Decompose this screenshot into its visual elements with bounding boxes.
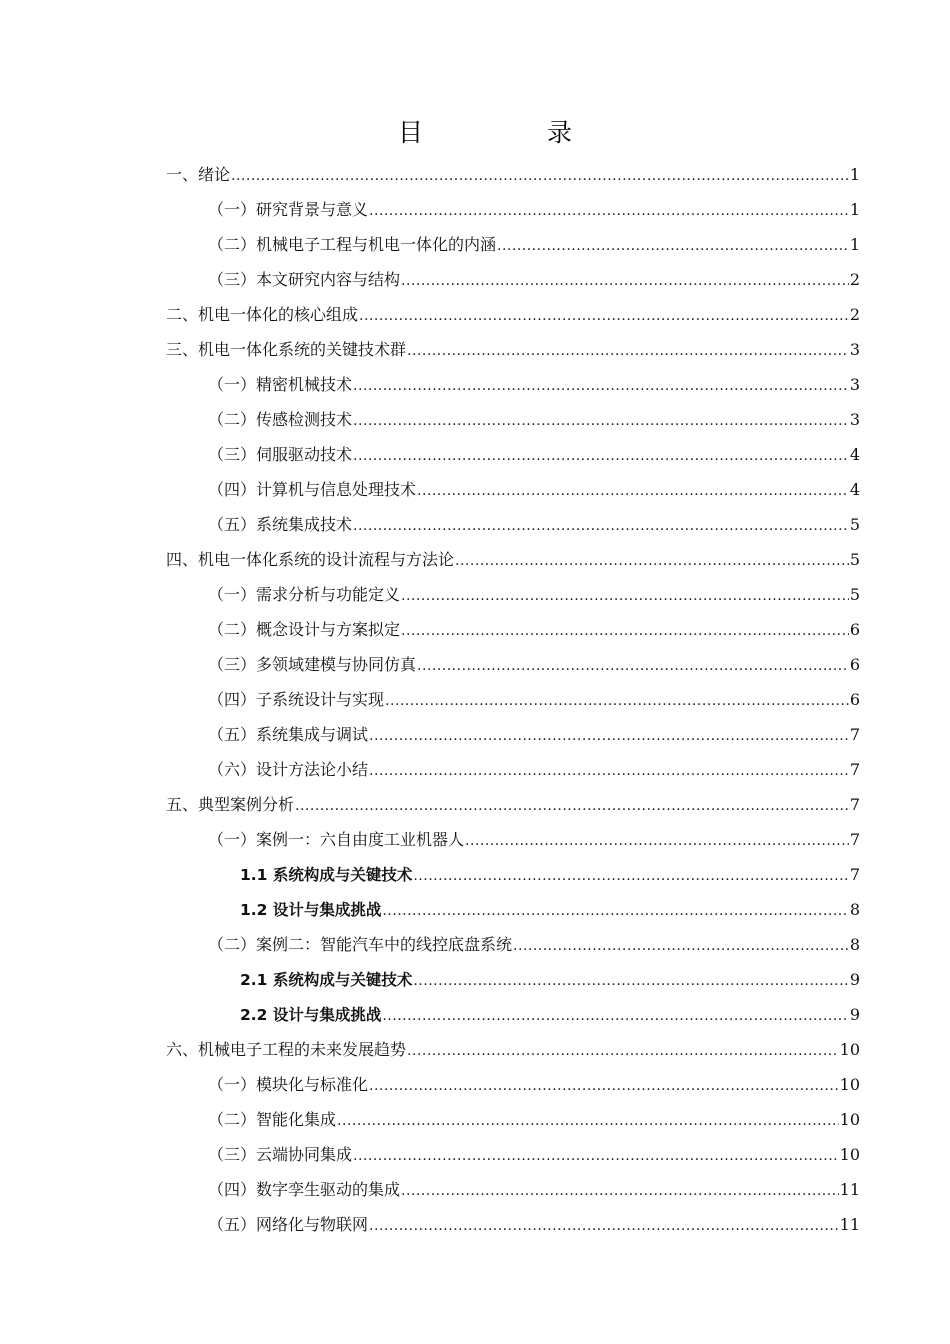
toc-entry[interactable] <box>166 157 860 192</box>
toc-dot-leader <box>369 719 849 754</box>
toc-page-number: 3 <box>849 340 860 359</box>
toc-entry[interactable] <box>166 262 860 297</box>
toc-page-number: 6 <box>849 690 860 709</box>
toc-dot-leader <box>369 1069 839 1104</box>
toc-entry[interactable] <box>166 192 860 227</box>
toc-page-number: 7 <box>849 865 860 884</box>
toc-page-number: 4 <box>849 445 860 464</box>
toc-entry-label: （一）模块化与标准化 <box>208 1075 369 1094</box>
toc-entry-label: （二）机械电子工程与机电一体化的内涵 <box>208 235 497 254</box>
toc-dot-leader <box>401 614 849 649</box>
toc-entry[interactable] <box>166 647 860 682</box>
toc-page-number: 1 <box>849 235 860 254</box>
toc-dot-leader <box>385 684 849 719</box>
toc-page-number: 2 <box>849 305 860 324</box>
toc-page-number: 8 <box>849 935 860 954</box>
toc-entry[interactable] <box>166 542 860 577</box>
toc-entry[interactable] <box>166 857 860 892</box>
toc-dot-leader <box>359 299 849 334</box>
toc-entry[interactable] <box>166 787 860 822</box>
toc-entry-label: 1.1 系统构成与关键技术 <box>240 866 413 884</box>
toc-entry-label: （二）案例二：智能汽车中的线控底盘系统 <box>208 935 513 954</box>
toc-entry[interactable] <box>166 507 860 542</box>
toc-page-number: 7 <box>849 795 860 814</box>
toc-entry-label: （三）多领域建模与协同仿真 <box>208 655 417 674</box>
toc-entry[interactable] <box>166 1172 860 1207</box>
toc-page-number: 7 <box>849 760 860 779</box>
toc-entry[interactable] <box>166 367 860 402</box>
toc-entry-label: （四）子系统设计与实现 <box>208 690 385 709</box>
toc-page-number: 10 <box>839 1110 860 1129</box>
toc-entry[interactable] <box>166 577 860 612</box>
toc-entry[interactable] <box>166 612 860 647</box>
toc-entry[interactable] <box>166 1032 860 1067</box>
toc-page-number: 5 <box>849 585 860 604</box>
toc-entry-label: （一）精密机械技术 <box>208 375 353 394</box>
toc-dot-leader <box>513 929 849 964</box>
toc-dot-leader <box>353 439 849 474</box>
toc-entry[interactable] <box>166 1137 860 1172</box>
toc-dot-leader <box>353 509 849 544</box>
toc-entry-label: （三）云端协同集成 <box>208 1145 353 1164</box>
toc-dot-leader <box>295 789 849 824</box>
toc-dot-leader <box>382 999 848 1034</box>
toc-entry-label: （一）研究背景与意义 <box>208 200 369 219</box>
toc-dot-leader <box>497 229 849 264</box>
toc-entry-label: 四、机电一体化系统的设计流程与方法论 <box>166 550 455 569</box>
toc-entry[interactable] <box>166 1102 860 1137</box>
toc-page-number: 4 <box>849 480 860 499</box>
toc-page-number: 1 <box>849 200 860 219</box>
toc-page-number: 10 <box>839 1075 860 1094</box>
toc-entry-label: 2.2 设计与集成挑战 <box>240 1006 382 1024</box>
toc-entry-label: （五）系统集成技术 <box>208 515 353 534</box>
toc-entry[interactable] <box>166 297 860 332</box>
toc-dot-leader <box>369 754 849 789</box>
toc-entry-label: 2.1 系统构成与关键技术 <box>240 971 413 989</box>
toc-dot-leader <box>401 1174 839 1209</box>
toc-dot-leader <box>455 544 849 579</box>
toc-entry-label: （一）需求分析与功能定义 <box>208 585 401 604</box>
toc-entry-label: 1.2 设计与集成挑战 <box>240 901 382 919</box>
toc-dot-leader <box>465 824 849 859</box>
toc-entry-label: （二）智能化集成 <box>208 1110 337 1129</box>
toc-entry-label: 一、绪论 <box>166 165 231 184</box>
toc-dot-leader <box>231 159 849 194</box>
toc-entry-label: （二）概念设计与方案拟定 <box>208 620 401 639</box>
toc-dot-leader <box>413 859 848 894</box>
toc-dot-leader <box>407 1034 839 1069</box>
toc-entry-label: （五）网络化与物联网 <box>208 1215 369 1234</box>
toc-entry-label: 五、典型案例分析 <box>166 795 295 814</box>
toc-page-number: 5 <box>849 550 860 569</box>
toc-dot-leader <box>401 579 849 614</box>
toc-entry[interactable] <box>166 892 860 927</box>
toc-entry[interactable] <box>166 682 860 717</box>
toc-entry-label: （四）数字孪生驱动的集成 <box>208 1180 401 1199</box>
toc-entry[interactable] <box>166 1067 860 1102</box>
toc-page-number: 1 <box>849 165 860 184</box>
toc-page-number: 8 <box>849 900 860 919</box>
toc-dot-leader <box>382 894 848 929</box>
toc-entry-label: （二）传感检测技术 <box>208 410 353 429</box>
toc-entry-label: 三、机电一体化系统的关键技术群 <box>166 340 407 359</box>
toc-page-number: 10 <box>839 1145 860 1164</box>
toc-list <box>166 157 860 1242</box>
toc-entry-label: （一）案例一：六自由度工业机器人 <box>208 830 465 849</box>
toc-dot-leader <box>401 264 849 299</box>
toc-page-number: 11 <box>839 1215 860 1234</box>
toc-page-number: 11 <box>839 1180 860 1199</box>
toc-entry[interactable] <box>166 402 860 437</box>
toc-entry[interactable] <box>166 332 860 367</box>
toc-entry[interactable] <box>166 1207 860 1242</box>
toc-page-number: 3 <box>849 375 860 394</box>
toc-dot-leader <box>353 369 849 404</box>
toc-page-number: 9 <box>849 970 860 989</box>
toc-entry[interactable] <box>166 962 860 997</box>
toc-dot-leader <box>417 649 849 684</box>
toc-dot-leader <box>369 1209 839 1244</box>
toc-page-number: 10 <box>839 1040 860 1059</box>
toc-dot-leader <box>337 1104 839 1139</box>
toc-page-number: 2 <box>849 270 860 289</box>
toc-entry[interactable] <box>166 717 860 752</box>
toc-title: 目 录 <box>398 118 630 147</box>
toc-page-number: 6 <box>849 620 860 639</box>
toc-page-number: 5 <box>849 515 860 534</box>
toc-page-number: 7 <box>849 725 860 744</box>
toc-entry-label: （五）系统集成与调试 <box>208 725 369 744</box>
toc-entry-label: （三）伺服驱动技术 <box>208 445 353 464</box>
toc-entry-label: （六）设计方法论小结 <box>208 760 369 779</box>
toc-page-number: 6 <box>849 655 860 674</box>
toc-entry[interactable] <box>166 997 860 1032</box>
toc-entry[interactable] <box>166 472 860 507</box>
toc-entry-label: （四）计算机与信息处理技术 <box>208 480 417 499</box>
toc-dot-leader <box>407 334 849 369</box>
toc-dot-leader <box>353 1139 839 1174</box>
toc-page-number: 7 <box>849 830 860 849</box>
toc-entry[interactable] <box>166 437 860 472</box>
toc-entry[interactable] <box>166 927 860 962</box>
toc-dot-leader <box>413 964 848 999</box>
toc-entry-label: 六、机械电子工程的未来发展趋势 <box>166 1040 407 1059</box>
toc-entry[interactable] <box>166 227 860 262</box>
toc-dot-leader <box>353 404 849 439</box>
toc-dot-leader <box>417 474 849 509</box>
toc-entry[interactable] <box>166 822 860 857</box>
toc-dot-leader <box>369 194 849 229</box>
toc-entry[interactable] <box>166 752 860 787</box>
toc-entry-label: 二、机电一体化的核心组成 <box>166 305 359 324</box>
toc-page-number: 3 <box>849 410 860 429</box>
toc-entry-label: （三）本文研究内容与结构 <box>208 270 401 289</box>
toc-page-number: 9 <box>849 1005 860 1024</box>
